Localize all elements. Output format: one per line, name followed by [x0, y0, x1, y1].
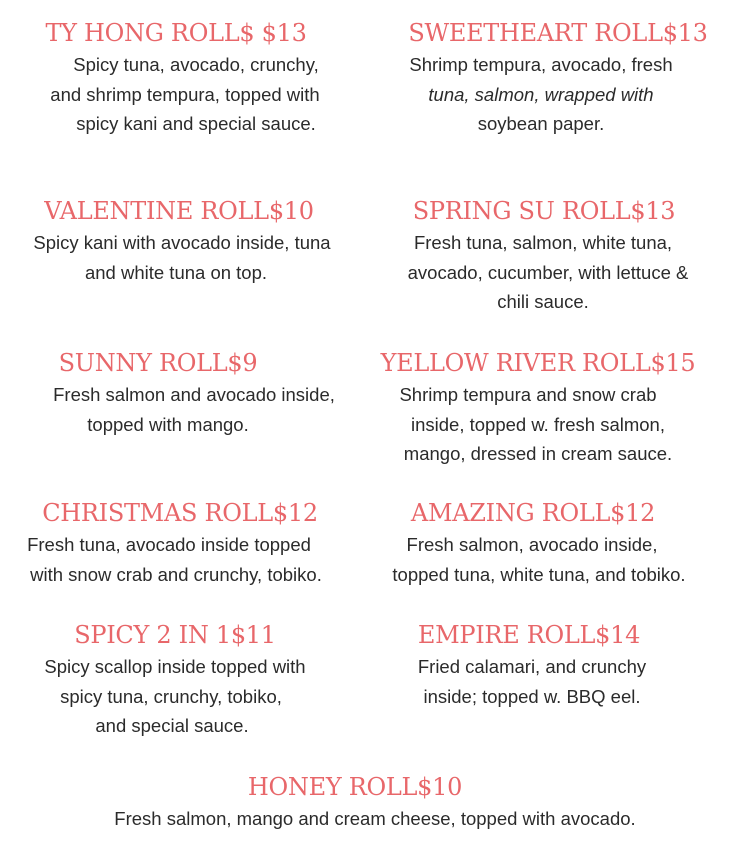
description-line: Spicy tuna, avocado, crunchy,	[73, 54, 319, 75]
description-line: topped tuna, white tuna, and tobiko.	[392, 563, 686, 585]
menu-item-description	[368, 380, 708, 469]
description-line: Fresh salmon, avocado inside,	[406, 534, 658, 555]
menu-item-valentine-roll	[6, 196, 358, 287]
description-line: Spicy scallop inside topped with	[44, 656, 306, 677]
menu-item-yellow-river-roll	[368, 348, 708, 469]
menu-item-spring-su-roll	[378, 196, 718, 317]
menu-item-sweetheart-roll	[378, 18, 718, 139]
menu-item-description	[378, 50, 718, 139]
description-line: topped with mango.	[87, 413, 249, 435]
description-line: inside, topped w. fresh salmon,	[410, 413, 665, 435]
description-line: Fresh tuna, avocado inside topped	[27, 534, 311, 555]
menu-item-spicy-2-in-1	[10, 620, 340, 741]
description-line: Fresh salmon, mango and cream cheese, topped with avocado.	[114, 808, 636, 829]
menu-item-ty-hong-roll	[10, 18, 360, 139]
menu-item-description	[378, 228, 718, 317]
description-line: spicy kani and special sauce.	[76, 113, 316, 134]
menu-item-title: SWEETHEART ROLL$13	[408, 19, 708, 47]
menu-item-description	[10, 380, 356, 439]
description-line: Spicy kani with avocado inside, tuna	[33, 232, 331, 253]
menu-item-title: AMAZING ROLL$12	[410, 499, 656, 527]
menu-item-empire-roll	[372, 620, 692, 711]
menu-item-description	[40, 804, 720, 834]
menu-item-title: SUNNY ROLL$9	[58, 349, 258, 377]
menu-item-sunny-roll	[10, 348, 356, 439]
description-line: tuna, salmon, wrapped with	[428, 83, 654, 105]
description-line: Shrimp tempura and snow crab	[399, 384, 657, 405]
menu-item-title: SPRING SU ROLL$13	[412, 197, 676, 225]
menu-item-title: TY HONG ROLL$ $13	[45, 19, 307, 47]
description-line: Fried calamari, and crunchy	[417, 656, 647, 677]
menu-item-honey-roll	[40, 772, 720, 834]
description-line: mango, dressed in cream sauce.	[403, 443, 673, 464]
menu-item-description	[10, 50, 360, 139]
menu-item-description	[368, 530, 710, 589]
menu-item-description	[4, 530, 348, 589]
menu-item-title: HONEY ROLL$10	[247, 773, 463, 801]
menu-item-title: EMPIRE ROLL$14	[417, 621, 641, 649]
menu-item-title: CHRISTMAS ROLL$12	[42, 499, 318, 527]
description-line: Fresh salmon and avocado inside,	[53, 384, 335, 405]
menu-item-description	[372, 652, 692, 711]
description-line: Fresh tuna, salmon, white tuna,	[413, 232, 673, 253]
menu-item-title: SPICY 2 IN 1$11	[74, 621, 276, 649]
description-line: and white tuna on top.	[84, 261, 268, 283]
description-line: Shrimp tempura, avocado, fresh	[409, 54, 673, 75]
menu-item-description	[10, 652, 340, 741]
description-line: spicy tuna, crunchy, tobiko,	[60, 685, 282, 707]
description-line: and shrimp tempura, topped with	[50, 83, 320, 105]
description-line: with snow crab and crunchy, tobiko.	[30, 563, 322, 585]
menu-item-description	[6, 228, 358, 287]
menu-item-title: VALENTINE ROLL$10	[44, 197, 314, 225]
menu-item-amazing-roll	[368, 498, 710, 589]
description-line: and special sauce.	[95, 715, 249, 736]
description-line: soybean paper.	[477, 113, 605, 134]
description-line: avocado, cucumber, with lettuce &	[407, 261, 689, 283]
menu-item-title: YELLOW RIVER ROLL$15	[380, 349, 696, 377]
description-line: chili sauce.	[497, 291, 589, 312]
menu-item-christmas-roll	[4, 498, 348, 589]
description-line: inside; topped w. BBQ eel.	[423, 685, 641, 707]
